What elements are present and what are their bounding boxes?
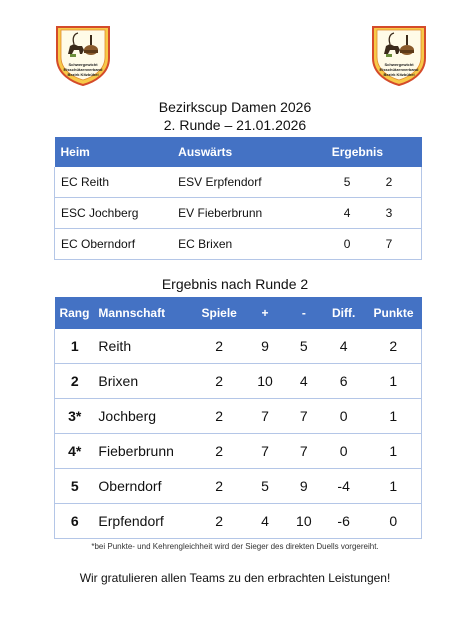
standings-row xyxy=(55,329,422,364)
standings-row xyxy=(55,434,422,469)
team-cell: Jochberg xyxy=(94,399,194,434)
standings-row xyxy=(55,469,422,504)
minus-cell: 9 xyxy=(286,469,322,504)
rank-cell: 1 xyxy=(55,329,95,364)
plus-cell: 10 xyxy=(244,364,286,399)
game-score-away: 3 xyxy=(386,198,422,229)
page-subtitle: 2. Runde – 21.01.2026 xyxy=(163,117,307,133)
points-cell: 1 xyxy=(366,434,422,469)
team-cell: Brixen xyxy=(94,364,194,399)
footnote: *bei Punkte- und Kehrengleichheit wird der Sieger des direkten Duells vorgereiht. xyxy=(91,542,379,551)
game-score-away: 7 xyxy=(386,229,422,260)
game-row xyxy=(55,198,422,229)
page-title: Bezirkscup Damen 2026 xyxy=(158,99,312,115)
games-cell: 2 xyxy=(194,329,244,364)
rank-cell: 4* xyxy=(55,434,95,469)
team-cell: Reith xyxy=(94,329,194,364)
header-games: Spiele xyxy=(194,297,244,329)
association-logo-right xyxy=(370,24,428,86)
plus-cell: 4 xyxy=(244,504,286,539)
points-cell: 1 xyxy=(366,364,422,399)
points-cell: 2 xyxy=(366,329,422,364)
header-home: Heim xyxy=(55,137,179,167)
diff-cell: -4 xyxy=(322,469,366,504)
header-plus: + xyxy=(244,297,286,329)
points-cell: 1 xyxy=(366,399,422,434)
logo-line-1: Schwergewicht xyxy=(384,62,414,67)
header-team: Mannschaft xyxy=(94,297,194,329)
game-away-team: ESV Erpfendorf xyxy=(178,167,328,198)
logo-line-2: Eisschützenverband xyxy=(63,67,103,72)
games-cell: 2 xyxy=(194,399,244,434)
games-cell: 2 xyxy=(194,504,244,539)
header-result: Ergebnis xyxy=(328,137,422,167)
logo-line-3: Bezirk Kitzbühel xyxy=(383,72,415,77)
minus-cell: 7 xyxy=(286,399,322,434)
plus-cell: 7 xyxy=(244,399,286,434)
minus-cell: 4 xyxy=(286,364,322,399)
team-cell: Fieberbrunn xyxy=(94,434,194,469)
team-cell: Erpfendorf xyxy=(94,504,194,539)
game-away-team: EC Brixen xyxy=(178,229,328,260)
points-cell: 0 xyxy=(366,504,422,539)
game-home-team: ESC Jochberg xyxy=(55,198,179,229)
standings-title: Ergebnis nach Runde 2 xyxy=(161,276,309,292)
minus-cell: 10 xyxy=(286,504,322,539)
game-score-home: 0 xyxy=(328,229,386,260)
standings-table xyxy=(54,297,422,539)
header-away: Auswärts xyxy=(178,137,328,167)
diff-cell: 0 xyxy=(322,434,366,469)
diff-cell: 6 xyxy=(322,364,366,399)
game-score-away: 2 xyxy=(386,167,422,198)
plus-cell: 7 xyxy=(244,434,286,469)
standings-row xyxy=(55,399,422,434)
plus-cell: 9 xyxy=(244,329,286,364)
standings-row xyxy=(55,504,422,539)
standings-header-row xyxy=(55,297,422,329)
header-rank: Rang xyxy=(55,297,95,329)
logo-line-3: Bezirk Kitzbühel xyxy=(67,72,99,77)
rank-cell: 2 xyxy=(55,364,95,399)
header-diff: Diff. xyxy=(322,297,366,329)
team-cell: Oberndorf xyxy=(94,469,194,504)
rank-cell: 5 xyxy=(55,469,95,504)
game-home-team: EC Oberndorf xyxy=(55,229,179,260)
standings-row xyxy=(55,364,422,399)
rank-cell: 6 xyxy=(55,504,95,539)
game-score-home: 4 xyxy=(328,198,386,229)
games-cell: 2 xyxy=(194,364,244,399)
header-points: Punkte xyxy=(366,297,422,329)
games-cell: 2 xyxy=(194,434,244,469)
minus-cell: 7 xyxy=(286,434,322,469)
game-home-team: EC Reith xyxy=(55,167,179,198)
header-minus: - xyxy=(286,297,322,329)
game-row xyxy=(55,229,422,260)
game-away-team: EV Fieberbrunn xyxy=(178,198,328,229)
game-score-home: 5 xyxy=(328,167,386,198)
logo-line-2: Eisschützenverband xyxy=(379,67,419,72)
association-logo-left xyxy=(54,24,112,86)
rank-cell: 3* xyxy=(55,399,95,434)
diff-cell: -6 xyxy=(322,504,366,539)
game-row xyxy=(55,167,422,198)
games-cell: 2 xyxy=(194,469,244,504)
logo-line-1: Schwergewicht xyxy=(68,62,98,67)
minus-cell: 5 xyxy=(286,329,322,364)
congratulations-text: Wir gratulieren allen Teams zu den erbrachten Leistungen! xyxy=(79,571,391,585)
points-cell: 1 xyxy=(366,469,422,504)
games-header-row xyxy=(55,137,422,167)
plus-cell: 5 xyxy=(244,469,286,504)
diff-cell: 4 xyxy=(322,329,366,364)
games-table xyxy=(54,137,422,260)
diff-cell: 0 xyxy=(322,399,366,434)
